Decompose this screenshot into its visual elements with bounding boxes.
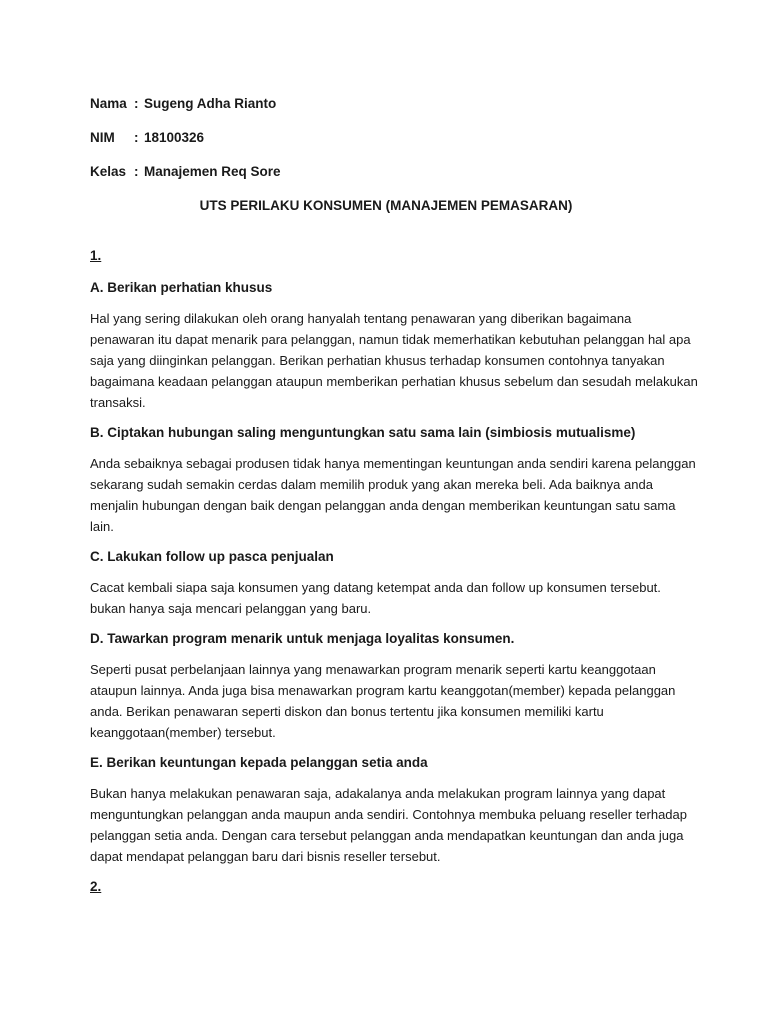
paragraph-line: ataupun lainnya. Anda juga bisa menawarkan program kartu keanggotan(member) kepada pelanggan [90, 683, 676, 698]
kelas-row [90, 162, 682, 182]
paragraph-line: keanggotaan(member) tersebut. [90, 725, 276, 740]
paragraph-line: Cacat kembali siapa saja konsumen yang datang ketempat anda dan follow up konsumen tersebut. [90, 580, 661, 595]
nim-row [90, 128, 682, 148]
nama-label: Nama [90, 96, 127, 111]
document-title: UTS PERILAKU KONSUMEN (MANAJEMEN PEMASARAN) [199, 198, 573, 213]
paragraph-line: dapat mendapat pelanggan baru dari bisnis reseller tersebut. [90, 849, 441, 864]
paragraph-line: transaksi. [90, 395, 146, 410]
section-heading: E. Berikan keuntungan kepada pelanggan setia anda [90, 755, 428, 770]
question-2-number: 2. [90, 879, 102, 894]
nama-row [90, 94, 682, 114]
paragraph-line: sekarang sudah semakin cerdas dalam memilih produk yang akan mereka beli. Ada baiknya anda [90, 477, 653, 492]
paragraph-line: anda. Berikan penawaran seperti diskon dan bonus tertentu jika konsumen memiliki kartu [90, 704, 604, 719]
kelas-value: Manajemen Req Sore [144, 164, 281, 179]
section-paragraph [90, 453, 696, 537]
paragraph-line: Bukan hanya melakukan penawaran saja, adakalanya anda melakukan program lainnya yang dapat [90, 786, 666, 801]
section-paragraph [90, 577, 682, 619]
nama-separator: : [134, 96, 139, 111]
paragraph-line: bagaimana keadaan pelanggan ataupun memberikan perhatian khusus sebelum dan sesudah melakukan [90, 374, 698, 389]
paragraph-line: pelanggan setia anda. Dengan cara tersebut pelanggan anda mendapatkan keuntungan dan anda juga [90, 828, 684, 843]
nim-label: NIM [90, 130, 115, 145]
nim-separator: : [134, 130, 139, 145]
kelas-label: Kelas [90, 164, 127, 179]
paragraph-line: Anda sebaiknya sebagai produsen tidak hanya mementingan keuntungan anda sendiri karena pelanggan [90, 456, 696, 471]
paragraph-line: menjalin hubungan dengan baik dengan pelanggan anda dengan memberikan keuntungan satu sama [90, 498, 676, 513]
section-paragraph [90, 659, 682, 743]
section-paragraph [90, 783, 687, 867]
nim-value: 18100326 [144, 130, 205, 145]
paragraph-line: Hal yang sering dilakukan oleh orang hanyalah tentang penawaran yang diberikan bagaimana [90, 311, 632, 326]
paragraph-line: bukan hanya saja mencari pelanggan yang baru. [90, 601, 372, 616]
paragraph-line: lain. [90, 519, 114, 534]
nama-value: Sugeng Adha Rianto [144, 96, 277, 111]
paragraph-line: penawaran itu dapat menarik para pelanggan, namun tidak memerhatikan kebutuhan pelanggan hal apa [90, 332, 691, 347]
paragraph-line: Seperti pusat perbelanjaan lainnya yang menawarkan program menarik seperti kartu keanggotaan [90, 662, 656, 677]
section-heading: A. Berikan perhatian khusus [90, 280, 273, 295]
section-heading: D. Tawarkan program menarik untuk menjaga loyalitas konsumen. [90, 631, 515, 646]
kelas-separator: : [134, 164, 139, 179]
section-heading: C. Lakukan follow up pasca penjualan [90, 549, 334, 564]
question-1-number: 1. [90, 248, 102, 263]
section-paragraph [90, 308, 698, 413]
paragraph-line: saja yang diinginkan pelanggan. Berikan perhatian khusus terhadap konsumen contohnya tanyakan [90, 353, 665, 368]
paragraph-line: menguntungkan pelanggan anda maupun anda sendiri. Contohnya membuka peluang reseller terhadap [90, 807, 687, 822]
answer-sections [90, 278, 698, 867]
section-heading: B. Ciptakan hubungan saling menguntungkan satu sama lain (simbiosis mutualisme) [90, 425, 636, 440]
